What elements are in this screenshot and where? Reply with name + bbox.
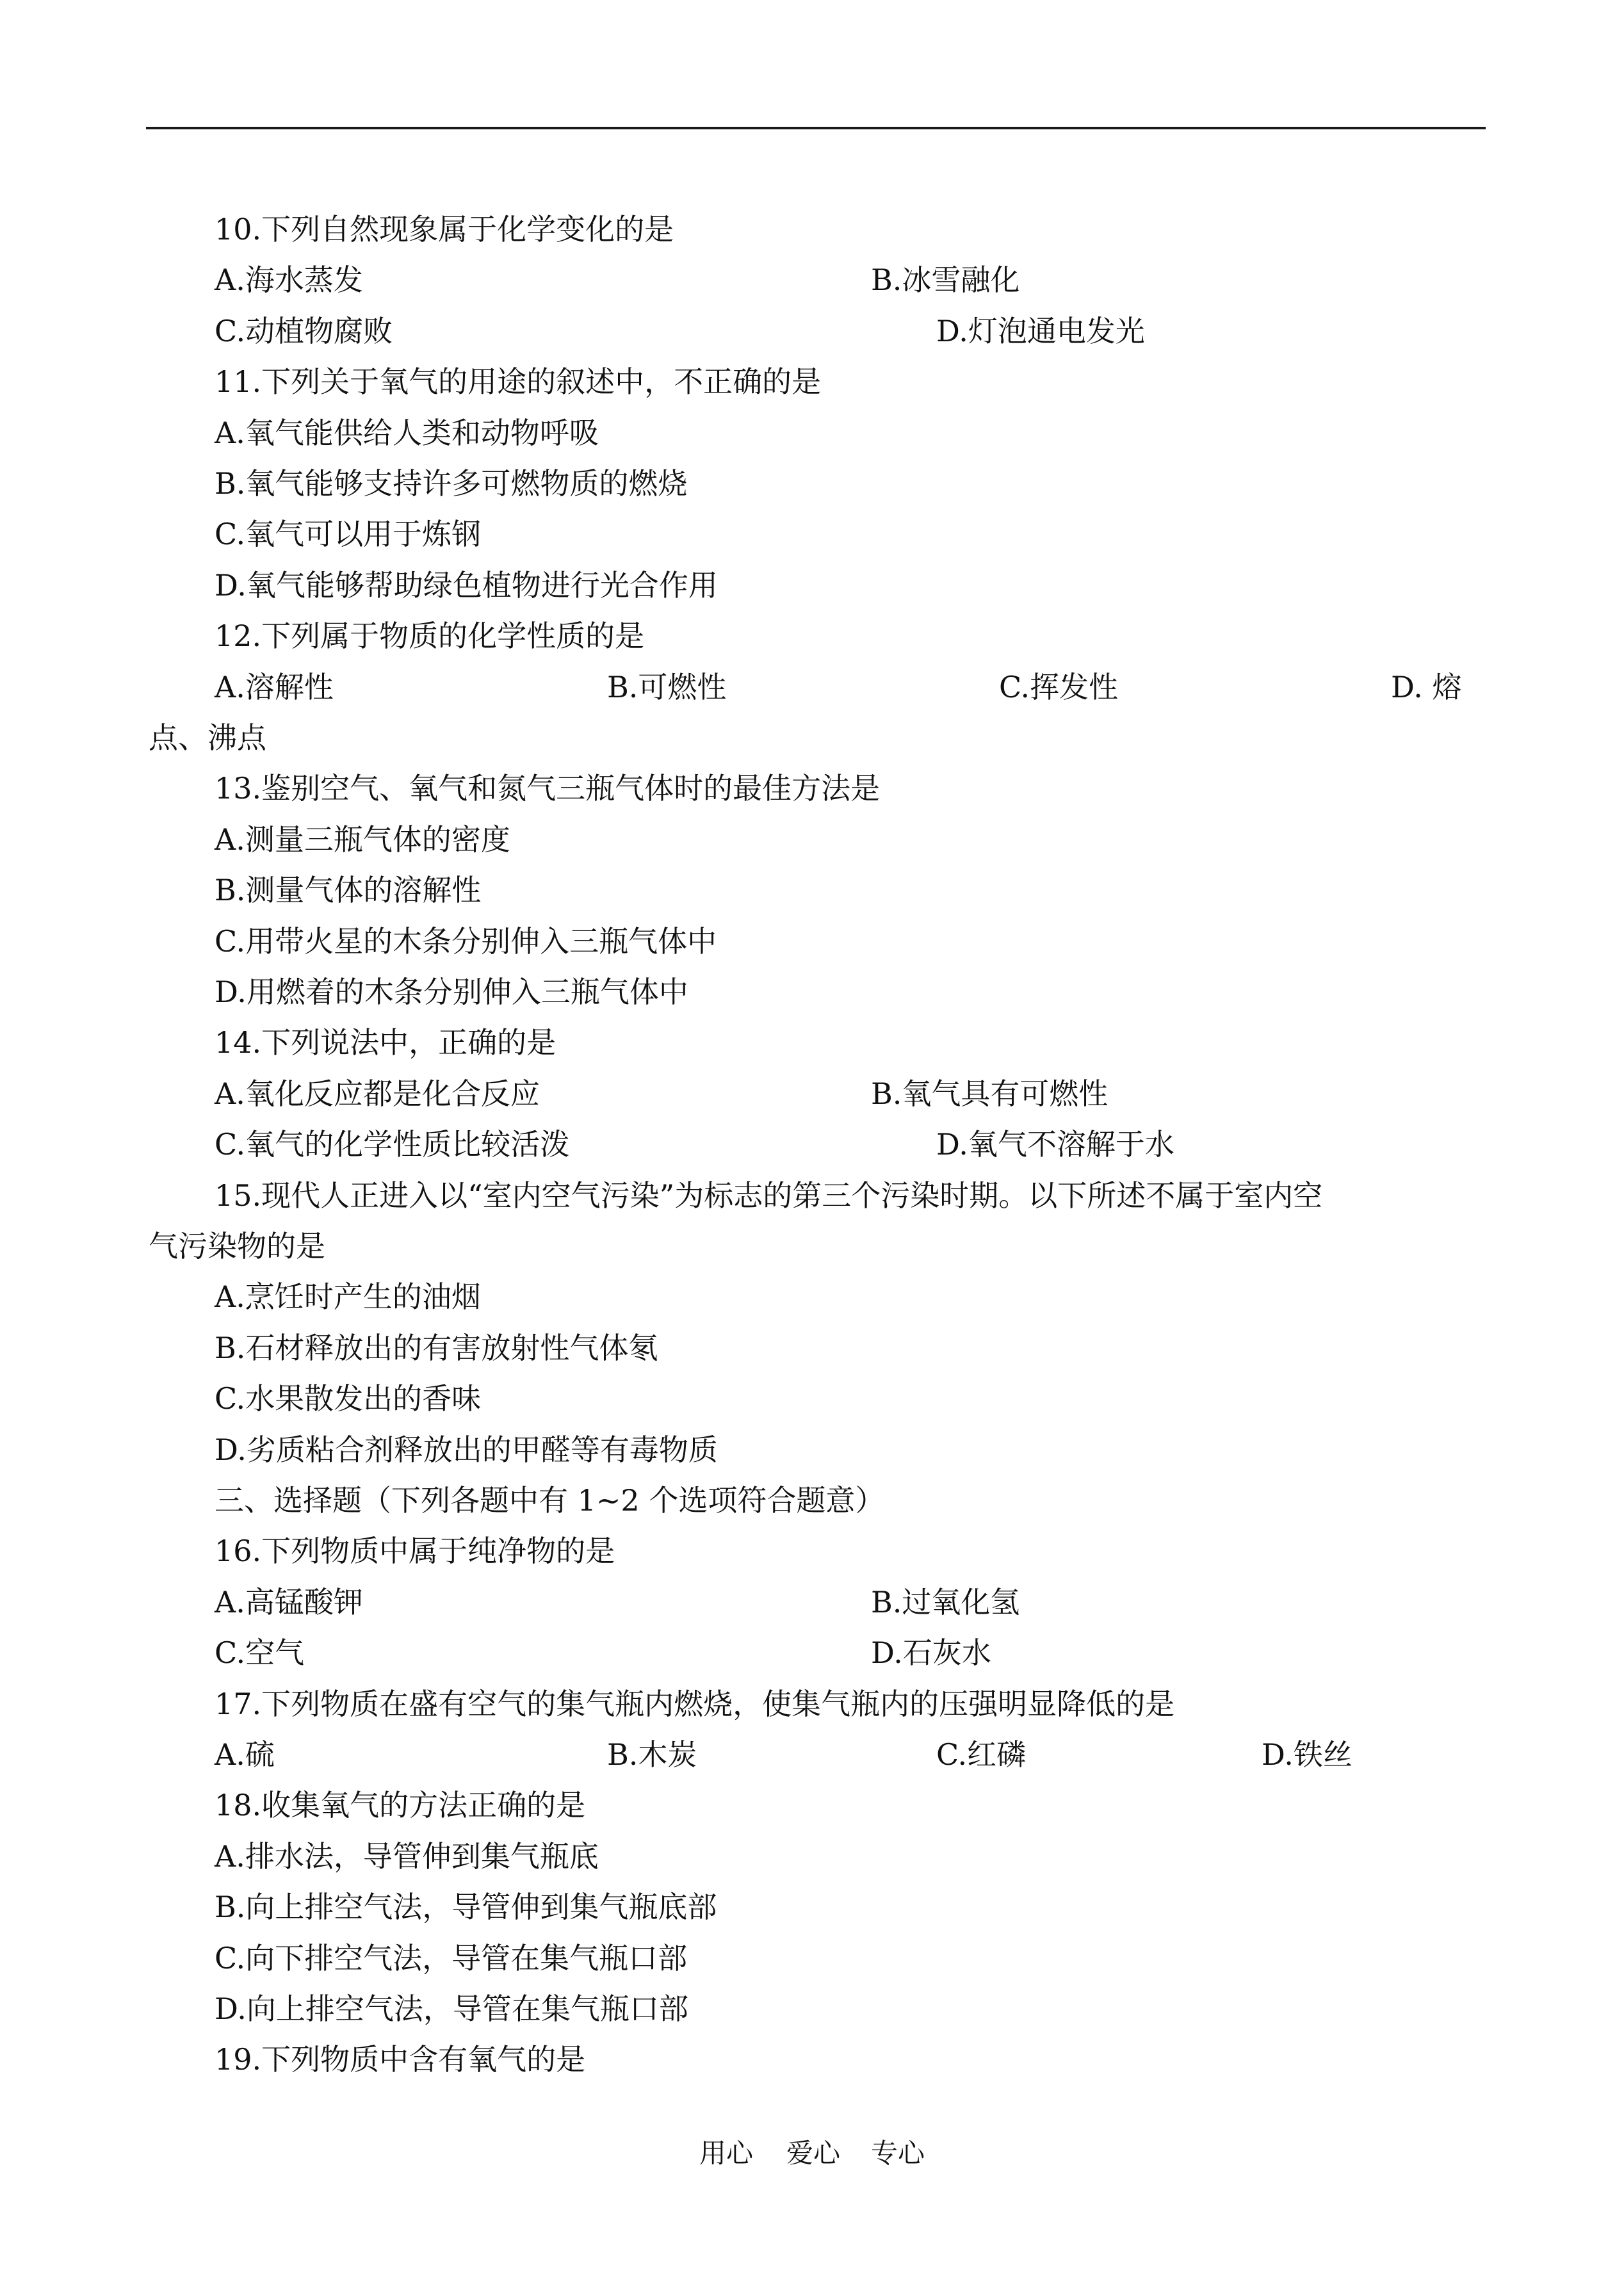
- question-18-option-a: A.排水法，导管伸到集气瓶底: [215, 1839, 599, 1874]
- question-17-option-b: B.木炭: [607, 1737, 697, 1772]
- question-10-option-d: D.灯泡通电发光: [936, 314, 1145, 348]
- question-15-option-c: C.水果散发出的香味: [215, 1381, 482, 1416]
- footer-word-2: 爱心: [786, 2137, 841, 2169]
- question-11-option-c: C.氧气可以用于炼钢: [215, 517, 482, 551]
- question-15-option-b: B.石材释放出的有害放射性气体氡: [215, 1331, 658, 1365]
- question-19-stem: 19.下列物质中含有氧气的是: [215, 2042, 586, 2077]
- question-13-option-c: C.用带火星的木条分别伸入三瓶气体中: [215, 924, 717, 959]
- question-10-option-b: B.冰雪融化: [871, 263, 1020, 297]
- question-18-option-d: D.向上排空气法，导管在集气瓶口部: [215, 1991, 688, 2026]
- question-12-option-a: A.溶解性: [215, 670, 334, 704]
- question-18-option-b: B.向上排空气法，导管伸到集气瓶底部: [215, 1890, 717, 1924]
- question-10-option-c: C.动植物腐败: [215, 314, 393, 348]
- question-15-stem-continued: 气污染物的是: [149, 1229, 325, 1263]
- footer-word-1: 用心: [699, 2137, 754, 2169]
- question-12-stem: 12.下列属于物质的化学性质的是: [215, 619, 645, 653]
- question-13-option-b: B.测量气体的溶解性: [215, 873, 482, 907]
- question-12-option-b: B.可燃性: [607, 670, 727, 704]
- question-16-option-c: C.空气: [215, 1635, 305, 1670]
- question-12-option-c: C.挥发性: [999, 670, 1119, 704]
- question-14-stem: 14.下列说法中，正确的是: [215, 1025, 556, 1060]
- question-15-option-d: D.劣质粘合剂释放出的甲醛等有毒物质: [215, 1432, 718, 1467]
- question-18-stem: 18.收集氧气的方法正确的是: [215, 1788, 586, 1822]
- question-14-option-d: D.氧气不溶解于水: [936, 1127, 1174, 1162]
- question-11-stem: 11.下列关于氧气的用途的叙述中，不正确的是: [215, 364, 822, 399]
- question-11-option-d: D.氧气能够帮助绿色植物进行光合作用: [215, 568, 718, 603]
- question-13-option-a: A.测量三瓶气体的密度: [215, 822, 510, 857]
- question-14-option-c: C.氧气的化学性质比较活泼: [215, 1127, 570, 1162]
- question-12-option-d: D. 熔: [1391, 670, 1462, 704]
- question-18-option-c: C.向下排空气法，导管在集气瓶口部: [215, 1941, 688, 1975]
- question-11-option-b: B.氧气能够支持许多可燃物质的燃烧: [215, 466, 688, 501]
- question-10-stem: 10.下列自然现象属于化学变化的是: [215, 212, 674, 247]
- question-16-stem: 16.下列物质中属于纯净物的是: [215, 1534, 615, 1568]
- question-15-option-a: A.烹饪时产生的油烟: [215, 1279, 481, 1314]
- question-11-option-a: A.氧气能供给人类和动物呼吸: [215, 416, 599, 450]
- question-15-stem: 15.现代人正进入以“室内空气污染”为标志的第三个污染时期。以下所述不属于室内空: [215, 1178, 1323, 1213]
- question-16-option-d: D.石灰水: [871, 1635, 991, 1670]
- section-heading: 三、选择题（下列各题中有 1~2 个选项符合题意）: [215, 1483, 885, 1518]
- header-rule: [146, 127, 1486, 129]
- question-16-option-a: A.高锰酸钾: [215, 1585, 363, 1619]
- question-10-option-a: A.海水蒸发: [215, 263, 363, 297]
- question-13-option-d: D.用燃着的木条分别伸入三瓶气体中: [215, 975, 688, 1009]
- question-14-option-a: A.氧化反应都是化合反应: [215, 1076, 540, 1111]
- footer-word-3: 专心: [871, 2137, 925, 2169]
- question-17-option-a: A.硫: [215, 1737, 275, 1772]
- question-13-stem: 13.鉴别空气、氧气和氮气三瓶气体时的最佳方法是: [215, 771, 881, 806]
- question-14-option-b: B.氧气具有可燃性: [871, 1076, 1108, 1111]
- question-16-option-b: B.过氧化氢: [871, 1585, 1020, 1619]
- question-17-stem: 17.下列物质在盛有空气的集气瓶内燃烧，使集气瓶内的压强明显降低的是: [215, 1687, 1175, 1721]
- question-12-option-d-continued: 点、沸点: [149, 720, 266, 755]
- question-17-option-c: C.红磷: [936, 1737, 1027, 1772]
- question-17-option-d: D.铁丝: [1262, 1737, 1352, 1772]
